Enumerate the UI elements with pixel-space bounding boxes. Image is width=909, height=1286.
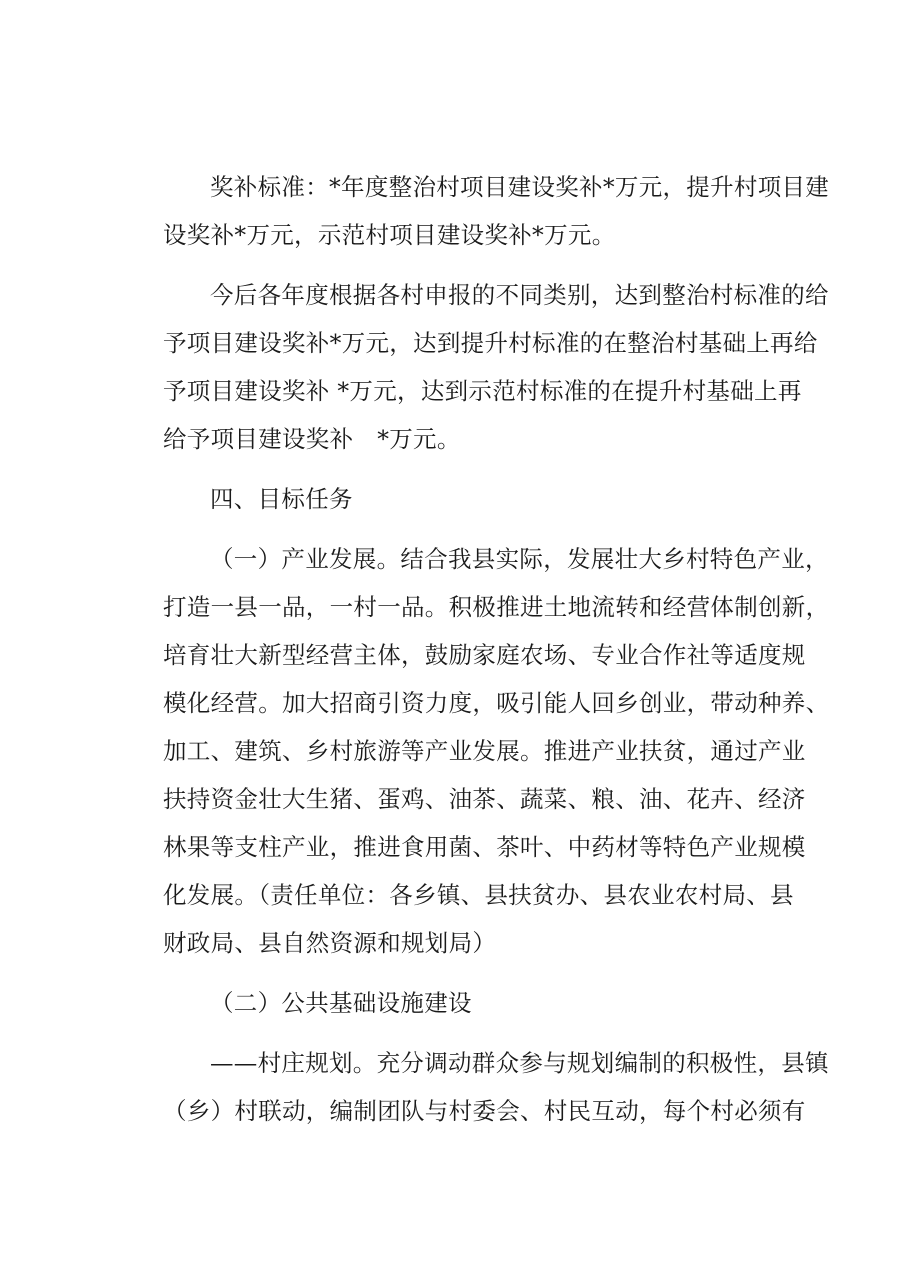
- paragraph-industry-development: [116, 535, 830, 967]
- text-line: 设奖补*万元，示范村项目建设奖补*万元。: [163, 221, 616, 249]
- text-line: 打造一县一品，一村一品。积极推进土地流转和经营体制创新，: [163, 593, 830, 621]
- text-line: 化发展。（责任单位：各乡镇、县扶贫办、县农业农村局、县: [163, 881, 794, 909]
- document-body: [116, 163, 830, 1147]
- text-line: 扶持资金壮大生猪、蛋鸡、油茶、蔬菜、粮、油、花卉、经济: [163, 785, 806, 813]
- text-line: （乡）村联动，编制团队与村委会、村民互动，每个村必须有: [163, 1097, 806, 1125]
- text-line: 今后各年度根据各村申报的不同类别，达到整治村标准的给: [210, 281, 829, 309]
- heading-text: 四、目标任务: [210, 485, 353, 513]
- text-line: 林果等支柱产业，推进食用菌、茶叶、中药材等特色产业规模: [163, 833, 806, 861]
- text-line: 予项目建设奖补 *万元，达到示范村标准的在提升村基础上再: [163, 377, 802, 405]
- subsection-heading-infrastructure: [116, 979, 796, 1027]
- paragraph-village-planning: [116, 1039, 829, 1135]
- text-line: 给予项目建设奖补 *万元。: [163, 425, 461, 453]
- paragraph-future-years: [116, 271, 829, 463]
- heading-text: （二）公共基础设施建设: [210, 989, 472, 1017]
- section-heading-target-tasks: [116, 475, 796, 523]
- text-line: 予项目建设奖补*万元，达到提升村标准的在整治村基础上再给: [163, 329, 818, 357]
- text-line: 加工、建筑、乡村旅游等产业发展。推进产业扶贫，通过产业: [163, 737, 806, 765]
- text-line: 奖补标准：*年度整治村项目建设奖补*万元，提升村项目建: [210, 173, 830, 201]
- text-line: 模化经营。加大招商引资力度，吸引能人回乡创业，带动种养、: [163, 689, 830, 717]
- text-line: （一）产业发展。结合我县实际，发展壮大乡村特色产业，: [210, 545, 829, 573]
- text-line: ——村庄规划。充分调动群众参与规划编制的积极性，县镇: [210, 1049, 829, 1077]
- text-line: 培育壮大新型经营主体，鼓励家庭农场、专业合作社等适度规: [163, 641, 806, 669]
- text-line: 财政局、县自然资源和规划局）: [163, 929, 497, 957]
- paragraph-award-standard: [116, 163, 830, 259]
